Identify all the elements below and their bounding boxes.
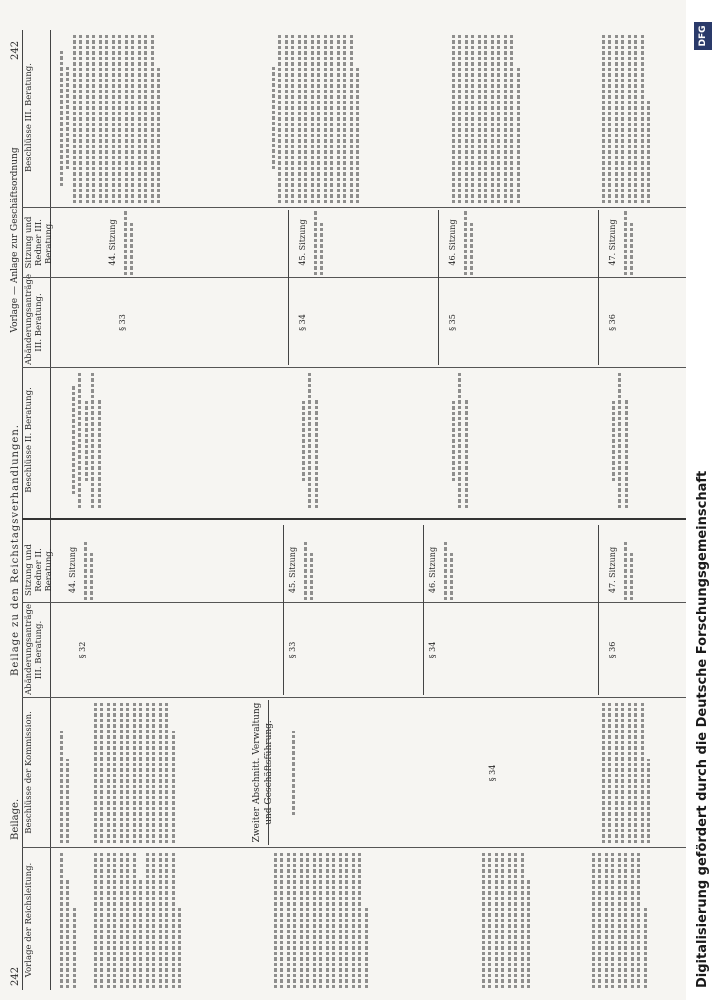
session-detail [440, 540, 457, 600]
paragraph-block [56, 703, 73, 843]
col-divider [22, 207, 687, 208]
row-rule [423, 525, 424, 695]
session-entry: 47. Sitzung [608, 219, 617, 266]
session-entry: 45. Sitzung [288, 546, 297, 594]
paragraph-block [598, 33, 654, 203]
paragraph-ref: § 33 [118, 314, 127, 331]
col-divider [22, 277, 687, 278]
session-detail [310, 210, 327, 275]
col-head-sitzung-right: Sitzung und Redner III. Beratung. [24, 216, 54, 269]
session-entry: 46. Sitzung [448, 219, 457, 266]
col-divider [22, 697, 687, 698]
header-right-title: Vorlage — Anlage zur Geschäftsordnung [10, 147, 20, 333]
col-head-beschluesse-iii: Beschlüsse III. Beratung. [24, 63, 34, 172]
paragraph-block [68, 372, 104, 508]
rotated-page-content [8, 20, 698, 990]
paragraph-block [90, 852, 185, 988]
dfg-funding-note [688, 0, 716, 1000]
paragraph-block [288, 703, 298, 843]
header-rule [22, 30, 23, 990]
session-entry: 47. Sitzung [608, 546, 617, 594]
col-head-abaenderung-right: Abänderungsanträge III. Beratung. [24, 274, 44, 365]
table-split-divider [22, 518, 687, 520]
row-rule [268, 700, 269, 845]
dfg-funding-text: Digitalisierung gefördert durch die Deutsche Forschungsgemeinschaft [695, 470, 710, 988]
paragraph-block [268, 33, 363, 203]
row-rule [598, 525, 599, 695]
session-entry: 46. Sitzung [428, 546, 437, 594]
row-rule [438, 210, 439, 365]
session-detail [80, 540, 97, 600]
session-entry: 45. Sitzung [298, 219, 307, 266]
paragraph-block [90, 703, 178, 843]
paragraph-block [608, 372, 631, 508]
paragraph-block [448, 33, 523, 203]
paragraph-block [56, 852, 79, 988]
header-left-tag: Beilage. [10, 798, 21, 840]
dfg-sidebar [686, 0, 716, 1000]
paragraph-block [588, 852, 650, 988]
session-detail [460, 210, 477, 275]
col-divider [22, 847, 687, 848]
col-divider [22, 602, 687, 603]
paragraph-ref: § 32 [78, 641, 87, 659]
row-rule [288, 210, 289, 365]
header-left-title: Beilage zu den Reichstagsverhandlungen. [10, 424, 21, 676]
col-head-reichsleitung: Vorlage der Reichsleitung. [24, 862, 34, 978]
paragraph-ref: § 34 [428, 641, 437, 659]
page-number: 242 [10, 966, 21, 986]
paragraph-ref: § 35 [448, 314, 457, 331]
session-detail [120, 210, 137, 275]
session-detail [620, 210, 637, 275]
col-head-abaenderung-left: Abänderungsanträge III. Beratung. [24, 604, 44, 695]
paragraph-block [448, 372, 471, 508]
session-entry: 44. Sitzung [68, 546, 77, 594]
paragraph-block [270, 852, 371, 988]
row-rule [598, 210, 599, 365]
paragraph-block [598, 703, 654, 843]
row-rule [283, 525, 284, 695]
session-entry: 44. Sitzung [108, 219, 117, 266]
col-head-beschluesse-ii: Beschlüsse II. Beratung. [24, 387, 34, 493]
section-title: Zweiter Abschnitt. Verwaltung und Geschäftsführung. [252, 702, 274, 843]
paragraph-ref: § 33 [288, 641, 297, 659]
paragraph-block [478, 852, 534, 988]
dfg-logo: DFG [694, 22, 712, 50]
paragraph-ref: § 36 [608, 314, 617, 331]
session-detail [300, 540, 317, 600]
paragraph-ref: § 36 [608, 641, 617, 659]
column-head-rule [50, 30, 51, 990]
paragraph-ref: § 34 [488, 764, 497, 782]
paragraph-block [56, 33, 164, 203]
session-detail [620, 540, 637, 600]
col-head-kommission: Beschlüsse der Kommission. [24, 711, 34, 834]
paragraph-ref: § 34 [298, 314, 307, 331]
col-head-sitzung-left: Sitzung und Redner II. Beratung. [24, 544, 54, 596]
paragraph-block [298, 372, 321, 508]
col-divider [22, 367, 687, 368]
header-right-number: 242 [10, 40, 21, 60]
